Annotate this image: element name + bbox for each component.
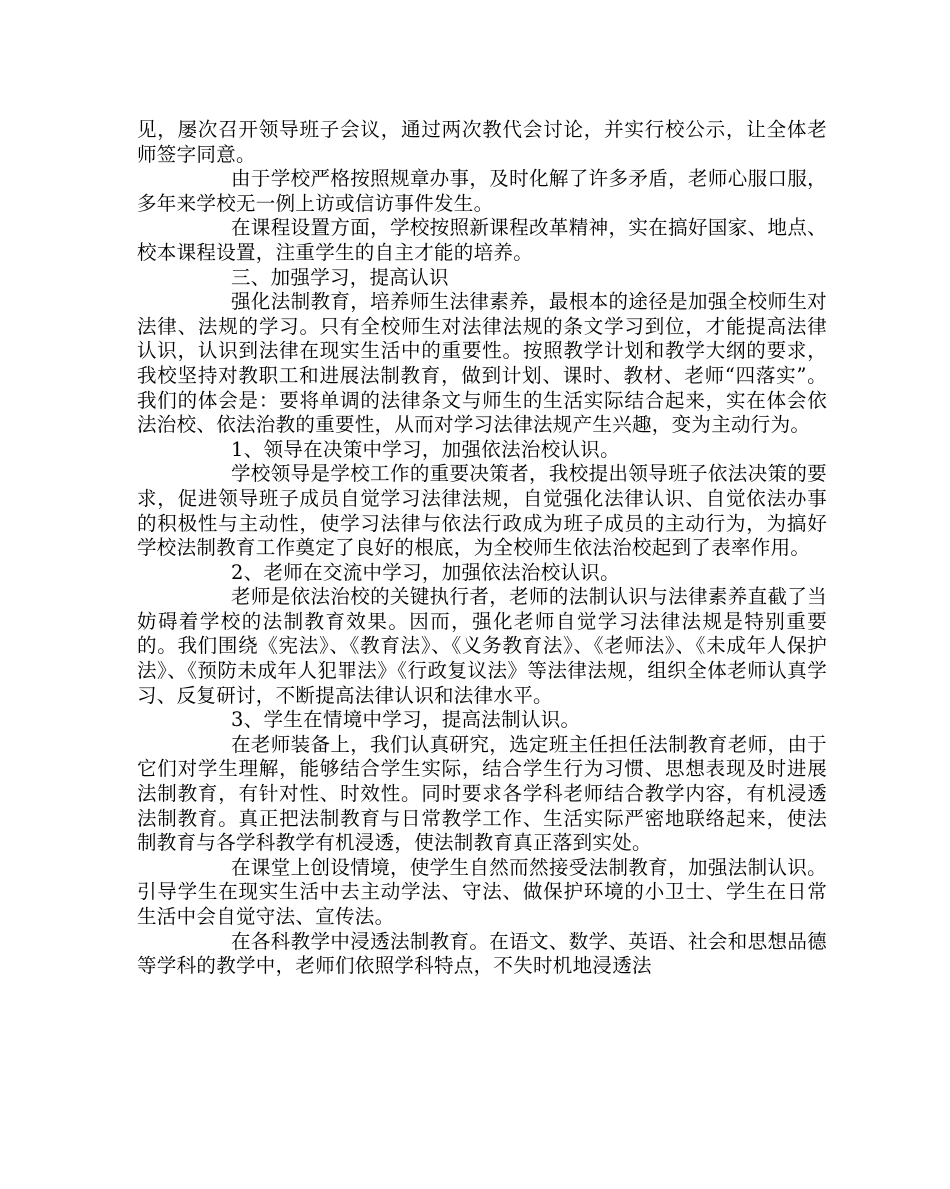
subsection-heading: 3、学生在情境中学习，提高法制认识。 — [231, 708, 581, 732]
paragraph: 由于学校严格按照规章办事，及时化解了许多矛盾，老师心服口服，多年来学校无一例上访或信访事件发生。 — [137, 167, 827, 215]
paragraph: 强化法制教育，培养师生法律素养，最根本的途径是加强全校师生对法律、法规的学习。只有全校师生对法律法规的条文学习到位，才能提高法律认识，认识到法律在现实生活中的重要性。按照教学计划和教学大纲的要求，我校坚持对教职工和进展法制教育，做到计划、课时、教材、老师“四落实”。我们的体会是：要将单调的法律条文与师生的生活实际结合起来，实在体会依法治校、依法治教的重要性，从而对学习法律法规产生兴趣，变为主动行为。 — [137, 290, 827, 437]
section-heading: 三、加强学习，提高认识 — [231, 265, 449, 289]
paragraph: 在各科教学中浸透法制教育。在语文、数学、英语、社会和思想品德等学科的教学中，老师们依照学科特点，不失时机地浸透法 — [137, 929, 827, 978]
subsection-heading: 1、领导在决策中学习，加强依法治校认识。 — [231, 437, 620, 461]
paragraph: 在老师装备上，我们认真研究，选定班主任担任法制教育老师，由于它们对学生理解，能够结合学生实际，结合学生行为习惯、思想表现及时进展法制教育，有针对性、时效性。同时要求各学科老师结合教学内容，有机浸透法制教育。真正把法制教育与日常教学工作、生活实际严密地联络起来，使法制教育与各学科教学有机浸透，使法制教育真正落到实处。 — [137, 732, 827, 855]
paragraph: 老师是依法治校的关键执行者，老师的法制认识与法律素养直截了当妨碍着学校的法制教育效果。因而，强化老师自觉学习法律法规是特别重要的。我们围绕《宪法》、《教育法》、《义务教育法》、《老师法》、《未成年人保护法》、《预防未成年人犯罪法》《行政复议法》等法律法规，组织全体老师认真学习、反复研讨，不断提高法律认识和法律水平。 — [137, 585, 827, 707]
paragraph: 在课程设置方面，学校按照新课程改革精神，实在搞好国家、地点、校本课程设置，注重学生的自主才能的培养。 — [137, 216, 827, 264]
subsection-heading: 2、老师在交流中学习，加强依法治校认识。 — [231, 560, 620, 584]
document-page — [137, 118, 827, 979]
paragraph: 在课堂上创设情境，使学生自然而然接受法制教育，加强法制认识。引导学生在现实生活中去主动学法、守法、做保护环境的小卫士、学生在日常生活中会自觉守法、宣传法。 — [137, 855, 827, 928]
paragraph: 见，屡次召开领导班子会议，通过两次教代会讨论，并实行校公示，让全体老师签字同意。 — [137, 118, 827, 166]
paragraph: 学校领导是学校工作的重要决策者，我校提出领导班子依法决策的要求，促进领导班子成员自觉学习法律法规，自觉强化法律认识、自觉依法办事的积极性与主动性，使学习法律与依法行政成为班子成员的主动行为，为搞好学校法制教育工作奠定了良好的根底，为全校师生依法治校起到了表率作用。 — [137, 462, 827, 560]
